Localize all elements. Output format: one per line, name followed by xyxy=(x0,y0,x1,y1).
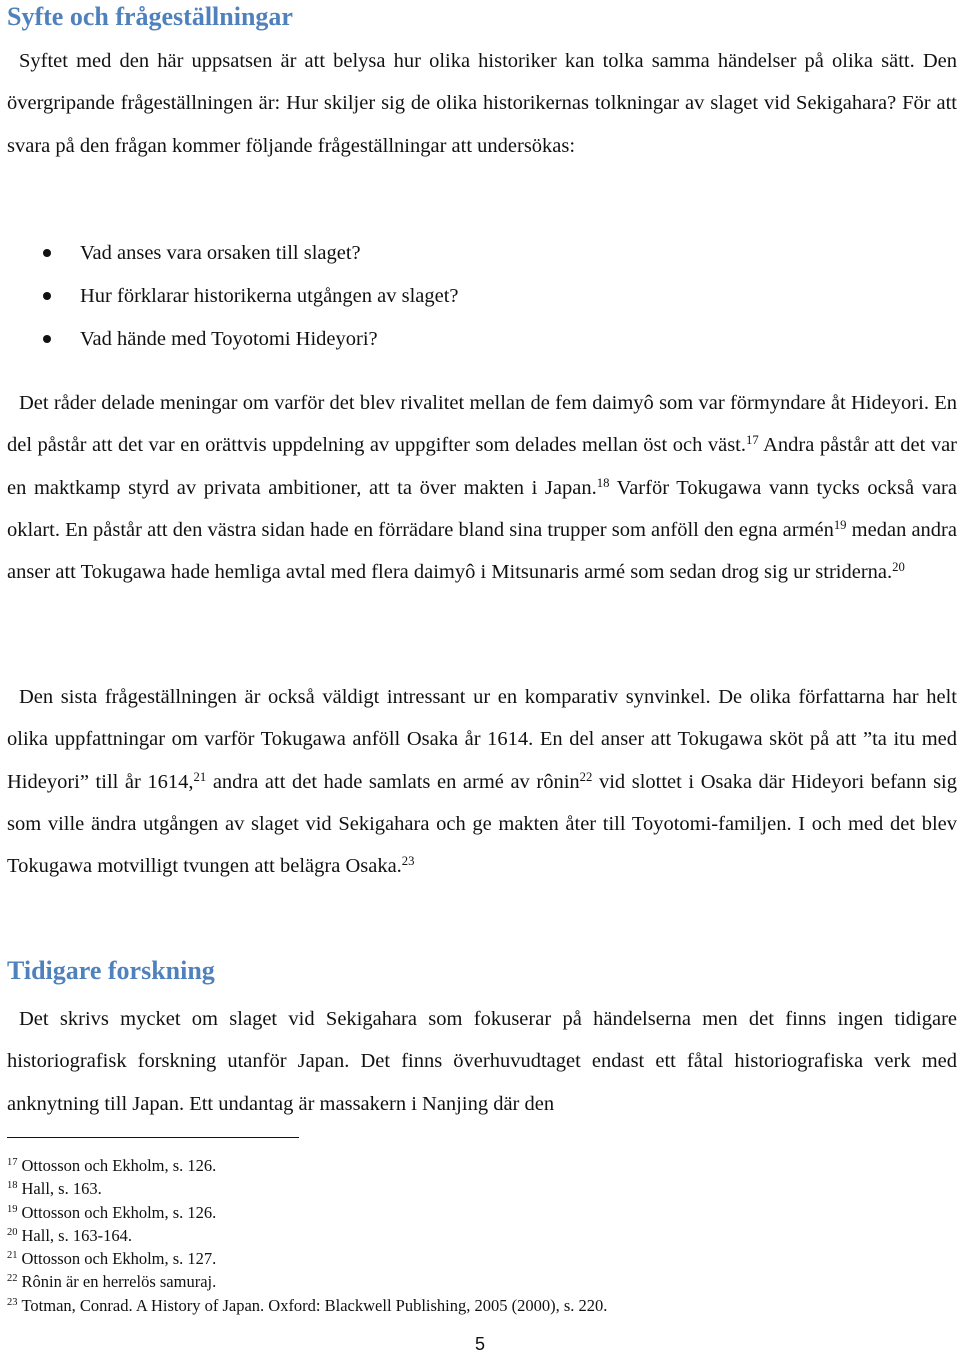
footnote-text: Ottosson och Ekholm, s. 126. xyxy=(21,1156,217,1175)
footnote-number: 18 xyxy=(7,1180,18,1192)
footnote-list xyxy=(7,1151,947,1314)
footnote-number: 22 xyxy=(7,1273,18,1285)
footnote-text: Rônin är en herrelös samuraj. xyxy=(21,1272,217,1292)
footnote-text: Hall, s. 163. xyxy=(21,1179,102,1199)
paragraph-text: Varför Tokugawa vann tycks också vara oklart. En påstår att den västra sidan hade en förrädare bland sina trupper som anföll den egna armén xyxy=(7,476,957,541)
list-item xyxy=(0,318,960,361)
section-heading-syfte: Syfte och frågeställningar xyxy=(7,2,293,31)
bullet-icon xyxy=(43,292,51,300)
footnote-ref[interactable]: 23 xyxy=(401,854,415,869)
paragraph-text: medan andra anser att Tokugawa hade hemliga avtal med flera daimyô i Mitsunaris armé som sedan drog sig ur striderna. xyxy=(7,518,957,584)
paragraph-text: Andra påstår att det var en maktkamp styrd av privata ambitioner, att ta över makten i Japan. xyxy=(7,434,957,499)
footnote-text: Totman, Conrad. A History of Japan. Oxford: Blackwell Publishing, 2005 (2000), s. 220. xyxy=(21,1295,608,1315)
footnote-ref[interactable]: 19 xyxy=(833,517,847,532)
bullet-icon xyxy=(43,249,51,257)
footnote-number: 23 xyxy=(7,1296,18,1308)
paragraph-text: Det skrivs mycket om slaget vid Sekigahara som fokuserar på händelserna men det finns ingen tidigare historiografisk forskning utanför Japan. Det finns överhuvudtaget endast ett fåtal historiografiska verk med anknytning till Japan. Ett undantag är massakern i Nanjing där den xyxy=(7,1008,957,1115)
footnote xyxy=(7,1291,947,1314)
footnote-number: 21 xyxy=(7,1250,18,1262)
list-item xyxy=(0,275,960,318)
list-item-text: Hur förklarar historikerna utgången av slaget? xyxy=(80,285,459,307)
footnote xyxy=(7,1267,947,1290)
list-item xyxy=(0,232,960,275)
footnote-text: Ottosson och Ekholm, s. 127. xyxy=(21,1249,217,1269)
footnote-number: 17 xyxy=(7,1157,18,1168)
footnote-text: Hall, s. 163-164. xyxy=(21,1225,132,1245)
footnote-ref[interactable]: 20 xyxy=(892,560,905,575)
paragraph-forskning xyxy=(7,998,957,1125)
paragraph-text: andra att det hade samlats en armé av rônin xyxy=(206,770,580,793)
bullet-icon xyxy=(43,335,51,343)
paragraph-syfte xyxy=(7,40,957,167)
section-heading-tidigare-forskning: Tidigare forskning xyxy=(7,956,215,985)
footnote xyxy=(7,1244,947,1267)
paragraph-rivalitet xyxy=(7,382,957,593)
paragraph-osaka xyxy=(7,676,957,887)
footnote xyxy=(7,1174,947,1197)
footnote xyxy=(7,1151,947,1174)
question-list xyxy=(0,232,960,361)
paragraph-text: Det råder delade meningar om varför det blev rivalitet mellan de fem daimyô som var förmyndare åt Hideyori. En del påstår att det var en orättvis uppdelning av uppgifter som delades mellan öst och väst. xyxy=(7,392,957,457)
list-item-text: Vad hände med Toyotomi Hideyori? xyxy=(80,328,378,350)
footnote-ref[interactable]: 21 xyxy=(193,769,207,784)
footnote-separator xyxy=(7,1137,299,1138)
list-item-text: Vad anses vara orsaken till slaget? xyxy=(80,242,361,264)
footnote-text: Ottosson och Ekholm, s. 126. xyxy=(21,1202,217,1222)
footnote-number: 20 xyxy=(7,1226,18,1238)
paragraph-text: Syftet med den här uppsatsen är att belysa hur olika historiker kan tolka samma händelser på olika sätt. Den övergripande frågeställningen är: Hur skiljer sig de olika historikernas tolkningar av slaget vid Sekigahara? För att svara på den frågan kommer följande frågeställningar att undersökas: xyxy=(7,50,957,157)
paragraph-text: Den sista frågeställningen är också väldigt intressant ur en komparativ synvinkel. De olika författarna har helt olika uppfattningar om varför Tokugawa anföll Osaka år 1614. En del anser att Tokugawa sköt på att ”ta itu med Hideyori” till år 1614, xyxy=(7,686,957,793)
footnote-ref[interactable]: 22 xyxy=(579,769,593,784)
footnote xyxy=(7,1221,947,1244)
footnote-ref[interactable]: 18 xyxy=(596,475,610,490)
footnote-ref[interactable]: 17 xyxy=(746,433,759,448)
footnote xyxy=(7,1198,947,1221)
paragraph-text: vid slottet i Osaka där Hideyori befann sig som ville ändra utgången av slaget vid Sekigahara och ge makten åter till Toyotomi-familjen. I och med det blev Tokugawa motvilligt tvungen att belägra Osaka. xyxy=(7,770,957,878)
page-number: 5 xyxy=(474,1334,485,1354)
footnote-number: 19 xyxy=(7,1203,18,1215)
